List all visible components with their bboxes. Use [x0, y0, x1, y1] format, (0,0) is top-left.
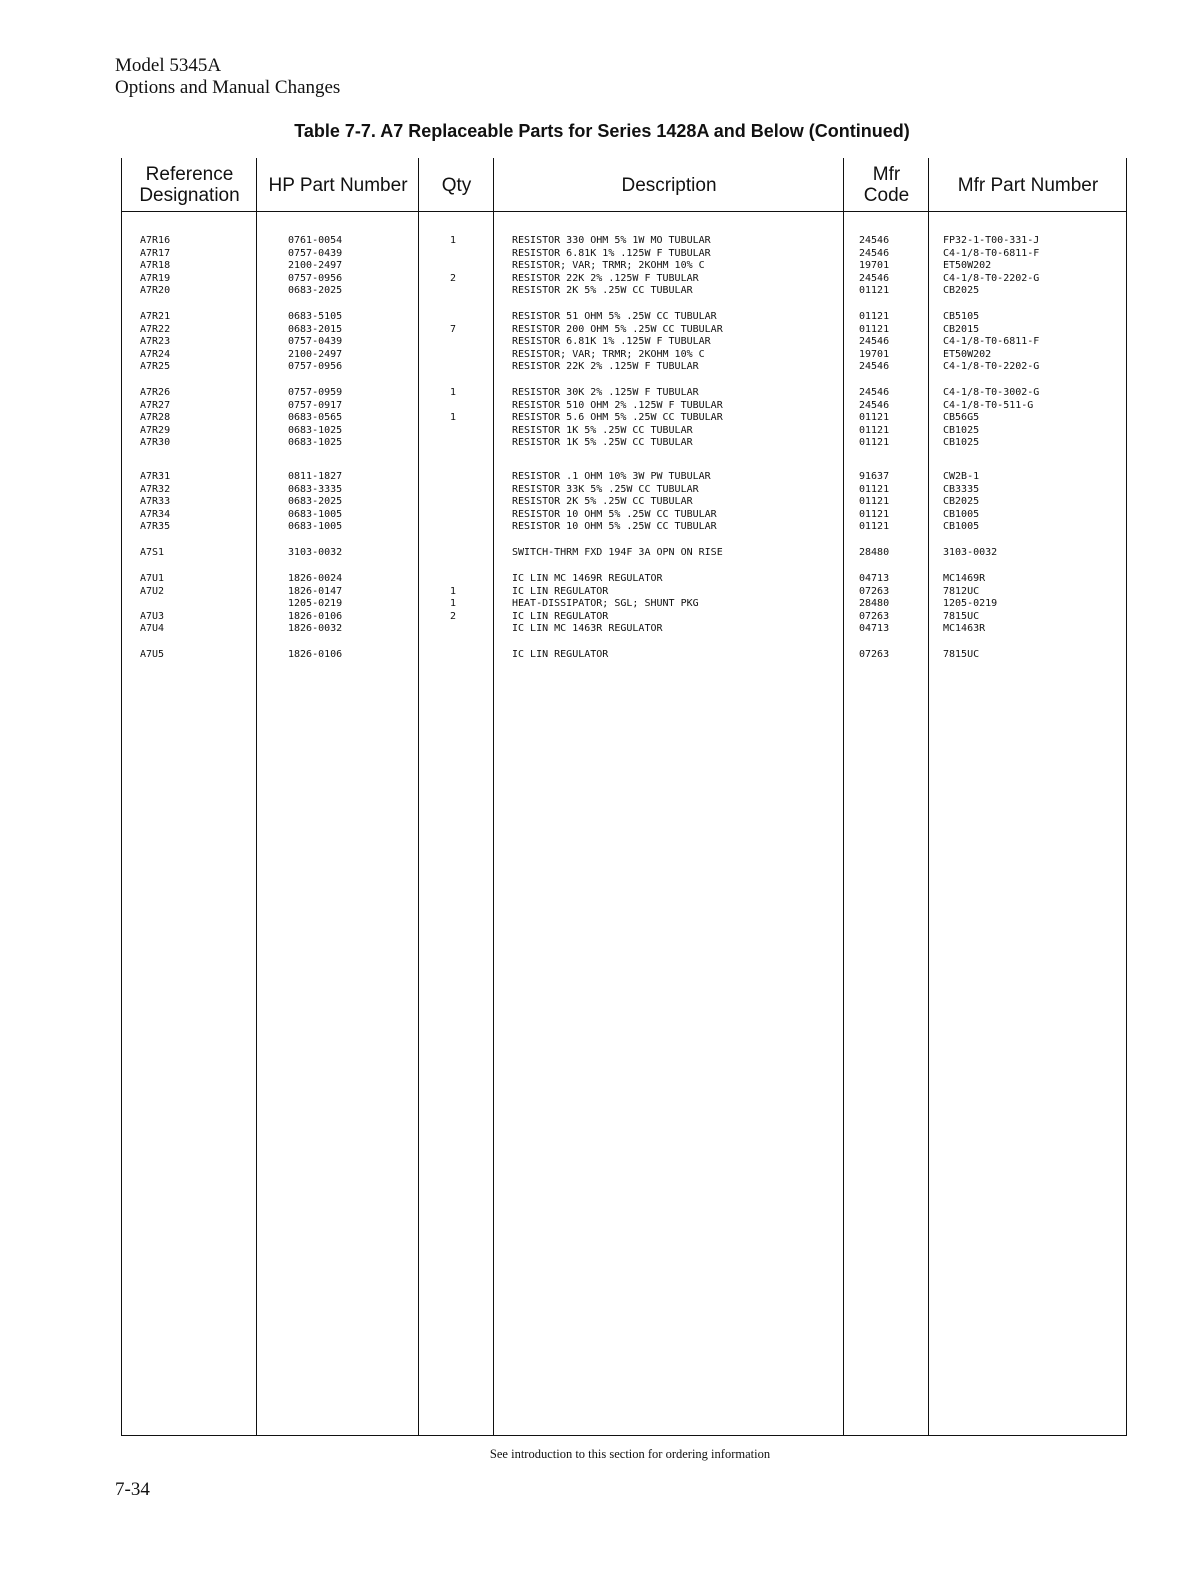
cell-description: RESISTOR 10 OHM 5% .25W CC TUBULAR — [512, 508, 717, 520]
cell-reference: A7R21 — [140, 311, 171, 322]
cell-mfr-code: 07263 — [859, 649, 890, 660]
column-divider-3 — [493, 158, 494, 1436]
cell-hp-part-number: 0757-0917 — [288, 399, 343, 411]
cell-mfr-code: 28480 — [859, 547, 890, 558]
cell-mfr-part-number: CW2B-1 — [943, 471, 980, 482]
cell-hp-part-number: 0683-1005 — [288, 521, 343, 533]
cell-description: RESISTOR 510 OHM 2% .125W F TUBULAR — [512, 399, 723, 411]
cell-hp-part-number: 1826-0106 — [288, 610, 343, 622]
cell-mfr-code: 91637 — [859, 471, 890, 482]
column-divider-5 — [928, 158, 929, 1436]
cell-description: RESISTOR; VAR; TRMR; 2KOHM 10% C — [512, 260, 705, 272]
cell-qty: 1 — [450, 585, 457, 597]
cell-mfr-part-number: 7812UC — [943, 585, 980, 597]
cell-mfr-code: 04713 — [859, 573, 890, 584]
column-header-description: Description — [621, 174, 717, 196]
cell-mfr-part-number: C4-1/8-T0-511-G — [943, 399, 1034, 411]
cell-mfr-part-number: ET50W202 — [943, 260, 992, 272]
cell-qty: 1 — [450, 235, 457, 246]
cell-reference: A7R25 — [140, 361, 171, 373]
cell-reference: A7R16 — [140, 235, 171, 246]
cell-mfr-code: 19701 — [859, 260, 890, 272]
cell-reference: A7R26 — [140, 387, 171, 398]
cell-mfr-code: 24546 — [859, 361, 890, 373]
cell-hp-part-number: 0757-0959 — [288, 387, 343, 398]
cell-description: IC LIN REGULATOR — [512, 585, 609, 597]
cell-mfr-code: 07263 — [859, 610, 890, 622]
cell-description: IC LIN MC 1469R REGULATOR — [512, 573, 663, 584]
cell-mfr-code: 24546 — [859, 272, 890, 284]
cell-mfr-part-number: CB56G5 — [943, 412, 980, 424]
column-divider-4 — [843, 158, 844, 1436]
section-title: Options and Manual Changes — [115, 77, 341, 98]
cell-hp-part-number: 0683-3335 — [288, 483, 343, 495]
cell-hp-part-number: 0757-0439 — [288, 247, 343, 259]
cell-reference: A7U3 — [140, 610, 165, 622]
cell-reference: A7R34 — [140, 508, 171, 520]
column-divider-2 — [418, 158, 419, 1436]
cell-hp-part-number: 1826-0106 — [288, 649, 343, 660]
cell-mfr-code: 01121 — [859, 412, 890, 424]
cell-hp-part-number: 0757-0439 — [288, 336, 343, 348]
column-header-hp-part: HP Part Number — [268, 174, 408, 196]
cell-mfr-part-number: C4-1/8-T0-2202-G — [943, 361, 1040, 373]
cell-reference: A7R35 — [140, 521, 171, 533]
cell-mfr-code: 01121 — [859, 521, 890, 533]
cell-mfr-code: 01121 — [859, 508, 890, 520]
cell-hp-part-number: 2100-2497 — [288, 348, 343, 360]
cell-mfr-part-number: CB1025 — [943, 424, 980, 436]
cell-mfr-code: 19701 — [859, 348, 890, 360]
column-header-qty: Qty — [441, 174, 472, 196]
cell-reference: A7R23 — [140, 336, 171, 348]
cell-reference: A7R31 — [140, 471, 171, 482]
cell-mfr-part-number: CB1005 — [943, 521, 980, 533]
cell-description: RESISTOR 51 OHM 5% .25W CC TUBULAR — [512, 311, 717, 322]
cell-hp-part-number: 2100-2497 — [288, 260, 343, 272]
cell-mfr-part-number: 7815UC — [943, 610, 980, 622]
cell-hp-part-number: 0761-0054 — [288, 235, 343, 246]
model-title: Model 5345A — [115, 55, 222, 76]
cell-hp-part-number: 0683-1025 — [288, 424, 343, 436]
cell-reference: A7R27 — [140, 399, 171, 411]
cell-description: RESISTOR .1 OHM 10% 3W PW TUBULAR — [512, 471, 711, 482]
cell-description: RESISTOR 22K 2% .125W F TUBULAR — [512, 361, 699, 373]
document-header — [115, 55, 340, 99]
cell-mfr-code: 01121 — [859, 323, 890, 335]
table-border-left — [121, 158, 122, 1436]
cell-mfr-code: 24546 — [859, 247, 890, 259]
header-rule — [121, 211, 1127, 212]
cell-reference: A7R30 — [140, 437, 171, 449]
cell-description: RESISTOR 30K 2% .125W F TUBULAR — [512, 387, 699, 398]
cell-mfr-part-number: 1205-0219 — [943, 598, 998, 610]
cell-mfr-part-number: CB2015 — [943, 323, 980, 335]
cell-mfr-part-number: ET50W202 — [943, 348, 992, 360]
cell-mfr-code: 07263 — [859, 585, 890, 597]
column-header-mfr-code: Mfr Code — [863, 164, 910, 206]
cell-description: RESISTOR 2K 5% .25W CC TUBULAR — [512, 496, 693, 508]
cell-mfr-part-number: C4-1/8-T0-6811-F — [943, 247, 1040, 259]
cell-qty: 1 — [450, 412, 457, 424]
cell-hp-part-number: 0683-1005 — [288, 508, 343, 520]
cell-description: RESISTOR 10 OHM 5% .25W CC TUBULAR — [512, 521, 717, 533]
cell-reference: A7U5 — [140, 649, 165, 660]
cell-hp-part-number: 0757-0956 — [288, 361, 343, 373]
column-header-reference: Reference Designation — [139, 164, 240, 206]
cell-description: HEAT-DISSIPATOR; SGL; SHUNT PKG — [512, 598, 699, 610]
table-title: Table 7-7. A7 Replaceable Parts for Series 1428A and Below (Continued) — [294, 121, 910, 141]
cell-mfr-part-number: CB2025 — [943, 285, 980, 297]
cell-hp-part-number: 0683-5105 — [288, 311, 343, 322]
cell-description: RESISTOR; VAR; TRMR; 2KOHM 10% C — [512, 348, 705, 360]
cell-mfr-part-number: 7815UC — [943, 649, 980, 660]
cell-mfr-part-number: MC1469R — [943, 573, 986, 584]
cell-qty: 2 — [450, 272, 457, 284]
cell-description: RESISTOR 1K 5% .25W CC TUBULAR — [512, 437, 693, 449]
cell-qty: 7 — [450, 323, 457, 335]
cell-reference: A7R33 — [140, 496, 171, 508]
cell-hp-part-number: 1205-0219 — [288, 598, 343, 610]
cell-mfr-part-number: FP32-1-T00-331-J — [943, 235, 1040, 246]
cell-mfr-code: 28480 — [859, 598, 890, 610]
cell-mfr-code: 24546 — [859, 336, 890, 348]
cell-hp-part-number: 0683-2025 — [288, 285, 343, 297]
cell-mfr-code: 01121 — [859, 437, 890, 449]
cell-reference: A7R17 — [140, 247, 171, 259]
cell-reference: A7U1 — [140, 573, 165, 584]
cell-description: IC LIN REGULATOR — [512, 610, 609, 622]
cell-hp-part-number: 0811-1827 — [288, 471, 343, 482]
cell-mfr-part-number: CB1005 — [943, 508, 980, 520]
cell-mfr-code: 01121 — [859, 424, 890, 436]
cell-reference: A7S1 — [140, 547, 165, 558]
cell-hp-part-number: 3103-0032 — [288, 547, 343, 558]
cell-mfr-code: 24546 — [859, 399, 890, 411]
cell-hp-part-number: 1826-0024 — [288, 573, 343, 584]
cell-mfr-part-number: CB1025 — [943, 437, 980, 449]
cell-reference: A7R22 — [140, 323, 171, 335]
cell-mfr-part-number: C4-1/8-T0-6811-F — [943, 336, 1040, 348]
cell-mfr-code: 04713 — [859, 623, 890, 635]
cell-reference: A7R20 — [140, 285, 171, 297]
cell-reference: A7U4 — [140, 623, 165, 635]
cell-hp-part-number: 1826-0147 — [288, 585, 343, 597]
cell-description: RESISTOR 6.81K 1% .125W F TUBULAR — [512, 336, 711, 348]
cell-description: RESISTOR 1K 5% .25W CC TUBULAR — [512, 424, 693, 436]
cell-hp-part-number: 1826-0032 — [288, 623, 343, 635]
cell-mfr-code: 01121 — [859, 311, 890, 322]
cell-hp-part-number: 0683-0565 — [288, 412, 343, 424]
cell-hp-part-number: 0683-2025 — [288, 496, 343, 508]
cell-mfr-code: 01121 — [859, 285, 890, 297]
cell-mfr-code: 24546 — [859, 235, 890, 246]
cell-reference: A7R18 — [140, 260, 171, 272]
cell-description: RESISTOR 330 OHM 5% 1W MO TUBULAR — [512, 235, 711, 246]
cell-description: SWITCH-THRM FXD 194F 3A OPN ON RISE — [512, 547, 723, 558]
cell-mfr-part-number: C4-1/8-T0-3002-G — [943, 387, 1040, 398]
cell-qty: 1 — [450, 598, 457, 610]
cell-description: IC LIN REGULATOR — [512, 649, 609, 660]
cell-mfr-part-number: CB5105 — [943, 311, 980, 322]
table-border-right — [1126, 158, 1127, 1436]
cell-reference: A7R19 — [140, 272, 171, 284]
cell-reference: A7R29 — [140, 424, 171, 436]
page-number: 7-34 — [115, 1479, 150, 1500]
column-divider-1 — [256, 158, 257, 1436]
cell-mfr-part-number: CB2025 — [943, 496, 980, 508]
table-bottom-rule — [121, 1435, 1127, 1436]
cell-description: RESISTOR 200 OHM 5% .25W CC TUBULAR — [512, 323, 723, 335]
cell-description: RESISTOR 6.81K 1% .125W F TUBULAR — [512, 247, 711, 259]
cell-mfr-part-number: C4-1/8-T0-2202-G — [943, 272, 1040, 284]
cell-reference: A7U2 — [140, 585, 165, 597]
ordering-note: See introduction to this section for ordering information — [489, 1447, 771, 1461]
cell-mfr-code: 24546 — [859, 387, 890, 398]
cell-hp-part-number: 0683-2015 — [288, 323, 343, 335]
cell-description: RESISTOR 2K 5% .25W CC TUBULAR — [512, 285, 693, 297]
cell-qty: 2 — [450, 610, 457, 622]
cell-description: RESISTOR 22K 2% .125W F TUBULAR — [512, 272, 699, 284]
cell-qty: 1 — [450, 387, 457, 398]
cell-mfr-part-number: MC1463R — [943, 623, 986, 635]
cell-mfr-code: 01121 — [859, 496, 890, 508]
cell-mfr-part-number: CB3335 — [943, 483, 980, 495]
cell-description: RESISTOR 5.6 OHM 5% .25W CC TUBULAR — [512, 412, 723, 424]
cell-mfr-code: 01121 — [859, 483, 890, 495]
cell-hp-part-number: 0757-0956 — [288, 272, 343, 284]
cell-hp-part-number: 0683-1025 — [288, 437, 343, 449]
cell-reference: A7R28 — [140, 412, 171, 424]
cell-mfr-part-number: 3103-0032 — [943, 547, 998, 558]
column-header-mfr-part: Mfr Part Number — [957, 174, 1099, 196]
cell-description: RESISTOR 33K 5% .25W CC TUBULAR — [512, 483, 699, 495]
cell-reference: A7R32 — [140, 483, 171, 495]
cell-description: IC LIN MC 1463R REGULATOR — [512, 623, 663, 635]
cell-reference: A7R24 — [140, 348, 171, 360]
